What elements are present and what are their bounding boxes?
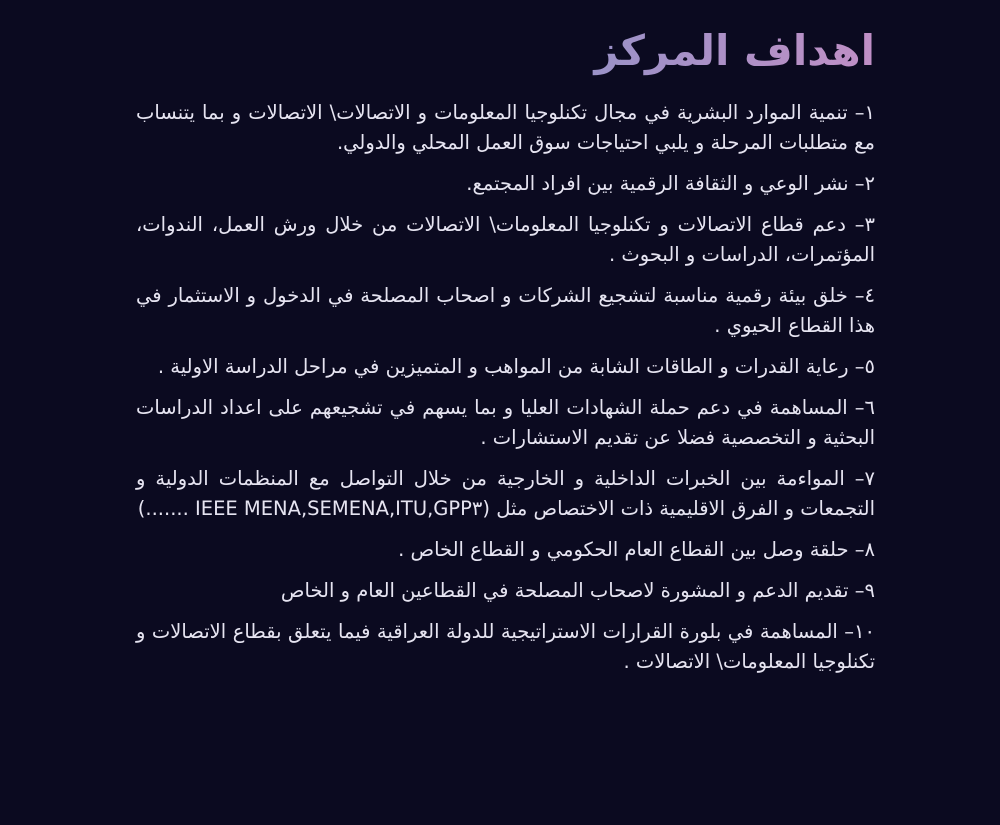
goal-item-7: ٧– المواءمة بين الخبرات الداخلية و الخارجية من خلال التواصل مع المنظمات الدولية و التجمعات و الفرق الاقليمية ذات الاختصاص مثل (IEEE MENA,SEMENA,ITU,GPP٣ .......) bbox=[136, 467, 875, 520]
goal-item-2: ٢– نشر الوعي و الثقافة الرقمية بين افراد المجتمع. bbox=[466, 172, 875, 195]
goal-item-3: ٣– دعم قطاع الاتصالات و تكنلوجيا المعلومات\ الاتصالات من خلال ورش العمل، الندوات، المؤتمرات، الدراسات و البحوث . bbox=[136, 213, 875, 266]
goal-item-6: ٦– المساهمة في دعم حملة الشهادات العليا و بما يسهم في تشجيعهم على اعداد الدراسات البحثية و التخصصية فضلا عن تقديم الاستشارات . bbox=[136, 396, 875, 449]
goal-item-9: ٩– تقديم الدعم و المشورة لاصحاب المصلحة في القطاعين العام و الخاص bbox=[280, 579, 875, 602]
goals-list bbox=[136, 98, 875, 677]
page-title: اهداف المركز bbox=[136, 22, 875, 80]
goal-item-4: ٤– خلق بيئة رقمية مناسبة لتشجيع الشركات و اصحاب المصلحة في الدخول و الاستثمار في هذا القطاع الحيوي . bbox=[136, 284, 875, 337]
goal-item-10: ١٠– المساهمة في بلورة القرارات الاستراتيجية للدولة العراقية فيما يتعلق بقطاع الاتصالات و تكنلوجيا المعلومات\ الاتصالات . bbox=[136, 620, 875, 673]
goal-item-1: ١– تنمية الموارد البشرية في مجال تكنلوجيا المعلومات و الاتصالات\ الاتصالات و بما يتنساب مع متطلبات المرحلة و يلبي احتياجات سوق العمل المحلي والدولي. bbox=[136, 101, 875, 154]
goal-item-8: ٨– حلقة وصل بين القطاع العام الحكومي و القطاع الخاص . bbox=[398, 538, 875, 561]
goal-item-5: ٥– رعاية القدرات و الطاقات الشابة من المواهب و المتميزين في مراحل الدراسة الاولية . bbox=[157, 355, 875, 378]
